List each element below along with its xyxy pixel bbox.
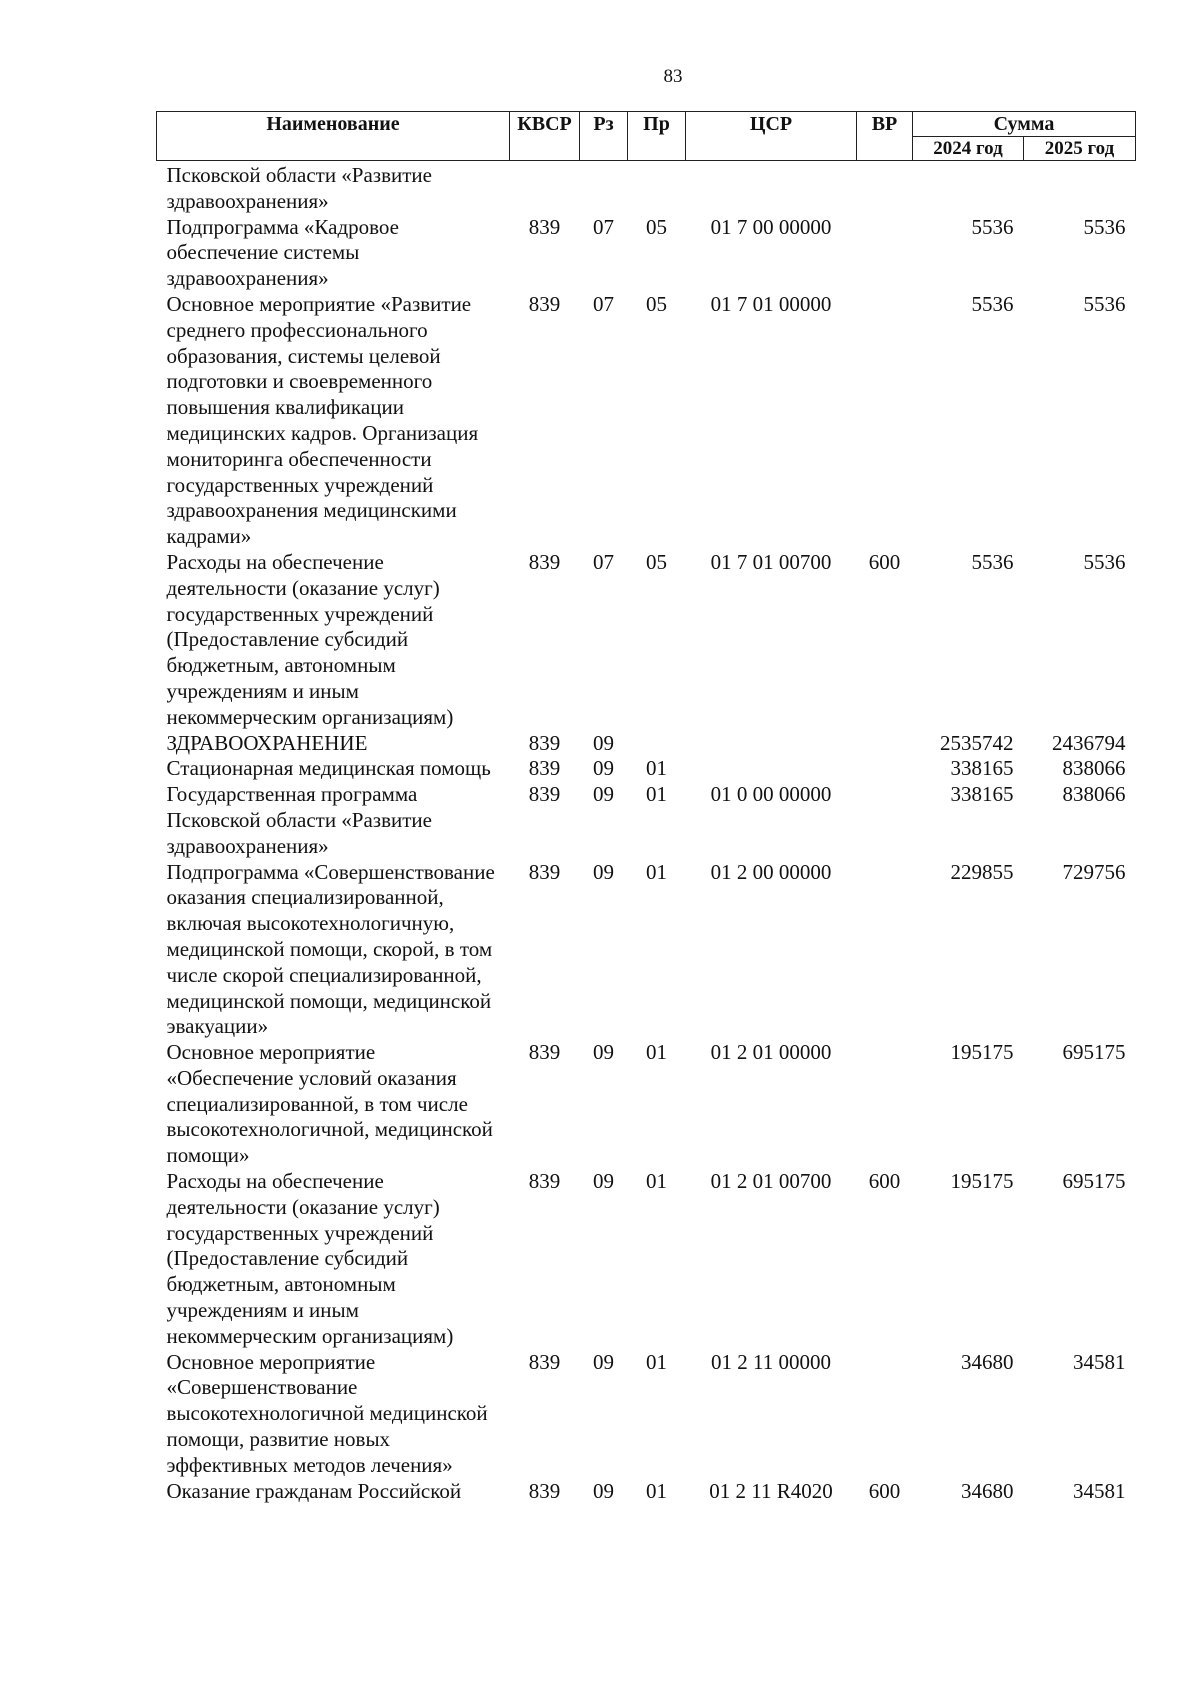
cell-kvsr: 839 <box>528 756 561 781</box>
cell-pr: 01 <box>646 1169 667 1194</box>
cell-rz: 09 <box>593 1169 614 1194</box>
cell-pr: 01 <box>646 1040 667 1065</box>
cell-vr: 600 <box>868 1169 901 1194</box>
cell-2024: 5536 <box>971 214 1014 239</box>
cell-2024: 195175 <box>950 1040 1014 1065</box>
cell-name: Расходы на обеспечение деятельности (оказание услуг) государственных учреждений (Предоставление субсидий бюджетным, автономным учреждениям и иным некоммерческим организациям) <box>166 549 454 729</box>
cell-2025: 838066 <box>1062 782 1126 807</box>
cell-rz: 09 <box>593 1478 614 1503</box>
cell-2024: 2535742 <box>940 730 1014 755</box>
table-row <box>157 731 1136 757</box>
cell-rz: 09 <box>593 859 614 884</box>
header-kvsr: КВСР <box>510 112 580 161</box>
cell-2025: 5536 <box>1083 214 1126 239</box>
cell-2025: 34581 <box>1073 1478 1126 1503</box>
header-year-2024: 2024 год <box>913 137 1024 161</box>
cell-rz: 09 <box>593 756 614 781</box>
cell-name: Подпрограмма «Совершенствование оказания специализированной, включая высокотехнологичную, медицинской помощи, скорой, в том числе скорой специализированной, медицинской помощи, медицинской эвакуации» <box>166 859 495 1039</box>
cell-2024: 5536 <box>971 549 1014 574</box>
cell-pr <box>628 161 686 215</box>
cell-vr <box>857 782 913 859</box>
cell-rz: 09 <box>593 1349 614 1374</box>
cell-vr <box>857 292 913 550</box>
cell-csr: 01 7 00 00000 <box>710 214 832 239</box>
cell-vr <box>857 1350 913 1479</box>
cell-pr: 01 <box>646 1478 667 1503</box>
cell-name: Основное мероприятие «Совершенствование высокотехнологичной медицинской помощи, развитие новых эффективных методов лечения» <box>166 1349 488 1477</box>
cell-vr <box>857 756 913 782</box>
cell-rz <box>580 161 628 215</box>
cell-pr <box>628 731 686 757</box>
cell-name: Основное мероприятие «Обеспечение условий оказания специализированной, в том числе высокотехнологичной, медицинской помощи» <box>166 1040 493 1168</box>
cell-name: Оказание гражданам Российской <box>166 1478 462 1503</box>
cell-csr: 01 7 01 00000 <box>710 291 832 316</box>
cell-vr <box>857 161 913 215</box>
cell-csr <box>686 161 857 215</box>
cell-2025: 5536 <box>1083 291 1126 316</box>
cell-csr: 01 2 00 00000 <box>710 859 832 884</box>
table-body <box>157 161 1136 1505</box>
cell-2024: 195175 <box>950 1169 1014 1194</box>
cell-csr <box>686 756 857 782</box>
cell-kvsr: 839 <box>528 1169 561 1194</box>
cell-name: Подпрограмма «Кадровое обеспечение системы здравоохранения» <box>166 214 400 291</box>
cell-pr: 05 <box>646 214 667 239</box>
cell-2024: 338165 <box>950 782 1014 807</box>
cell-kvsr: 839 <box>528 291 561 316</box>
cell-rz: 07 <box>593 291 614 316</box>
cell-rz: 07 <box>593 214 614 239</box>
table-row <box>157 550 1136 731</box>
header-rz: Рз <box>580 112 628 161</box>
cell-pr: 01 <box>646 859 667 884</box>
cell-rz: 09 <box>593 782 614 807</box>
cell-kvsr: 839 <box>528 1040 561 1065</box>
cell-rz: 09 <box>593 730 614 755</box>
cell-pr: 01 <box>646 756 667 781</box>
header-name: Наименование <box>157 112 510 161</box>
cell-pr: 05 <box>646 291 667 316</box>
cell-name: Стационарная медицинская помощь <box>166 756 491 781</box>
cell-kvsr: 839 <box>528 730 561 755</box>
cell-pr: 01 <box>646 1349 667 1374</box>
cell-vr <box>857 731 913 757</box>
cell-kvsr: 839 <box>528 214 561 239</box>
cell-name: Расходы на обеспечение деятельности (оказание услуг) государственных учреждений (Предоставление субсидий бюджетным, автономным учреждениям и иным некоммерческим организациям) <box>166 1169 454 1348</box>
table-row <box>157 1169 1136 1350</box>
budget-table <box>156 111 1136 1504</box>
cell-csr: 01 2 01 00700 <box>710 1169 832 1194</box>
page-number: 83 <box>663 66 683 87</box>
table-row <box>157 1040 1136 1169</box>
cell-2025: 34581 <box>1073 1349 1126 1374</box>
header-year-2025: 2025 год <box>1024 137 1136 161</box>
cell-vr <box>857 860 913 1041</box>
cell-csr: 01 2 01 00000 <box>710 1040 832 1065</box>
table-row <box>157 782 1136 859</box>
cell-csr: 01 0 00 00000 <box>710 782 832 807</box>
cell-2024: 34680 <box>961 1349 1014 1374</box>
cell-2024: 229855 <box>950 859 1014 884</box>
cell-rz: 09 <box>593 1040 614 1065</box>
table-row <box>157 1479 1136 1505</box>
cell-rz: 07 <box>593 549 614 574</box>
header-vr: ВР <box>857 112 913 161</box>
cell-2025: 2436794 <box>1052 730 1126 755</box>
cell-2024 <box>913 161 1024 215</box>
cell-name: Основное мероприятие «Развитие среднего профессионального образования, системы целевой подготовки и своевременного повышения квалификации медицинских кадров. Организация мониторинга обеспеченности государственных учреждений здравоохранения медицинскими кадрами» <box>166 291 479 549</box>
cell-2025: 838066 <box>1062 756 1126 781</box>
cell-kvsr: 839 <box>528 1478 561 1503</box>
cell-2025: 695175 <box>1062 1169 1126 1194</box>
table-row <box>157 860 1136 1041</box>
header-csr: ЦСР <box>686 112 857 161</box>
cell-kvsr: 839 <box>528 859 561 884</box>
cell-kvsr: 839 <box>528 782 561 807</box>
cell-vr <box>857 1040 913 1169</box>
cell-2025: 729756 <box>1062 859 1126 884</box>
cell-2024: 34680 <box>961 1478 1014 1503</box>
cell-kvsr <box>510 161 580 215</box>
cell-name: Государственная программа Псковской области «Развитие здравоохранения» <box>166 782 432 858</box>
cell-csr <box>686 731 857 757</box>
table-row <box>157 292 1136 550</box>
cell-kvsr: 839 <box>528 549 561 574</box>
cell-csr: 01 2 11 R4020 <box>709 1478 833 1503</box>
table-row <box>157 161 1136 215</box>
cell-csr: 01 7 01 00700 <box>710 549 832 574</box>
cell-name: Псковской области «Развитие здравоохранения» <box>166 163 432 213</box>
cell-pr: 05 <box>646 549 667 574</box>
cell-name: ЗДРАВООХРАНЕНИЕ <box>166 730 368 755</box>
header-sum: Сумма <box>913 112 1136 137</box>
table-row <box>157 1350 1136 1479</box>
cell-vr <box>857 215 913 292</box>
table-row <box>157 756 1136 782</box>
cell-2025: 695175 <box>1062 1040 1126 1065</box>
cell-pr: 01 <box>646 782 667 807</box>
cell-kvsr: 839 <box>528 1349 561 1374</box>
cell-2024: 338165 <box>950 756 1014 781</box>
table-row <box>157 215 1136 292</box>
header-pr: Пр <box>628 112 686 161</box>
cell-csr: 01 2 11 00000 <box>711 1349 831 1374</box>
cell-vr: 600 <box>868 1478 901 1503</box>
cell-2025 <box>1024 161 1136 215</box>
cell-vr: 600 <box>868 549 901 574</box>
cell-2024: 5536 <box>971 291 1014 316</box>
cell-2025: 5536 <box>1083 549 1126 574</box>
